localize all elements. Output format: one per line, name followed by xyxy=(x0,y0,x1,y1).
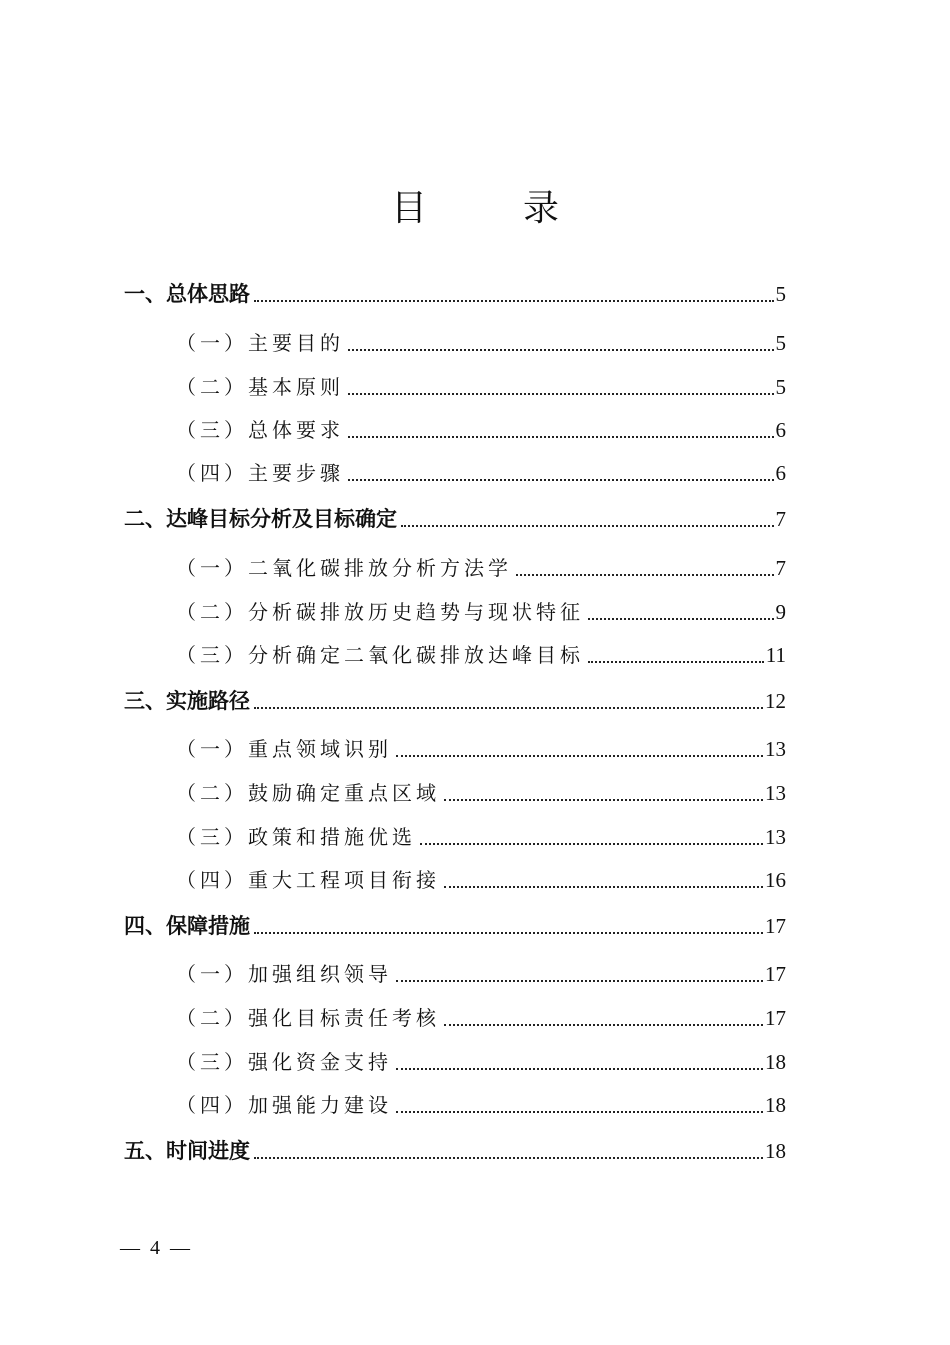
dot-leader xyxy=(588,661,764,663)
toc-entry-label: 四、保障措施 xyxy=(124,914,250,938)
dot-leader xyxy=(588,618,774,620)
toc-entry[interactable] xyxy=(124,546,786,582)
toc-entry-label: 五、时间进度 xyxy=(124,1139,250,1163)
toc-entry-label: （二）基本原则 xyxy=(176,375,344,399)
toc-entry[interactable] xyxy=(124,451,786,487)
toc-entry-page: 7 xyxy=(775,507,786,531)
dot-leader xyxy=(516,574,774,576)
toc-entry-page: 9 xyxy=(775,600,786,624)
toc-entry-page: 17 xyxy=(765,1006,786,1030)
toc-entry[interactable] xyxy=(124,679,786,715)
toc-entry[interactable] xyxy=(124,497,786,533)
dot-leader xyxy=(401,525,774,527)
toc-entry[interactable] xyxy=(124,272,786,308)
toc-entry-page: 6 xyxy=(775,461,786,485)
toc-entry-label: （四）重大工程项目衔接 xyxy=(176,868,440,892)
toc-entry[interactable] xyxy=(124,1083,786,1119)
toc-entry-label: （四）主要步骤 xyxy=(176,461,344,485)
toc-entry[interactable] xyxy=(124,321,786,357)
toc-entry-page: 17 xyxy=(765,962,786,986)
dot-leader xyxy=(396,755,763,757)
toc-entry[interactable] xyxy=(124,1040,786,1076)
toc-entry-page: 12 xyxy=(765,689,786,713)
toc-entry-label: （二）强化目标责任考核 xyxy=(176,1006,440,1030)
toc-entry-page: 13 xyxy=(765,737,786,761)
toc-entry-label: （一）重点领域识别 xyxy=(176,737,392,761)
toc-entry[interactable] xyxy=(124,996,786,1032)
toc-entry-label: （一）二氧化碳排放分析方法学 xyxy=(176,556,512,580)
toc-entry-label: （三）总体要求 xyxy=(176,418,344,442)
dot-leader xyxy=(254,1157,763,1159)
toc-entry-label: （一）加强组织领导 xyxy=(176,962,392,986)
dot-leader xyxy=(348,479,774,481)
dot-leader xyxy=(348,436,774,438)
toc-entry-label: 一、总体思路 xyxy=(124,282,250,306)
toc-entry-page: 13 xyxy=(765,825,786,849)
toc-entry[interactable] xyxy=(124,952,786,988)
toc-entry-label: （二）分析碳排放历史趋势与现状特征 xyxy=(176,600,584,624)
toc-entry[interactable] xyxy=(124,904,786,940)
toc-entry-page: 5 xyxy=(775,282,786,306)
toc-entry[interactable] xyxy=(124,408,786,444)
toc-entry-label: （三）分析确定二氧化碳排放达峰目标 xyxy=(176,643,584,667)
toc-entry-page: 5 xyxy=(775,331,786,355)
toc-entry-page: 7 xyxy=(775,556,786,580)
toc-entry[interactable] xyxy=(124,771,786,807)
toc-entry-page: 18 xyxy=(765,1139,786,1163)
dot-leader xyxy=(348,393,774,395)
toc-entry-page: 11 xyxy=(765,643,786,667)
toc-entry-label: （四）加强能力建设 xyxy=(176,1093,392,1117)
toc-entry-page: 6 xyxy=(775,418,786,442)
dot-leader xyxy=(444,886,763,888)
toc-entry-label: 二、达峰目标分析及目标确定 xyxy=(124,507,397,531)
toc-entry[interactable] xyxy=(124,365,786,401)
toc-entry[interactable] xyxy=(124,858,786,894)
toc-entry-page: 13 xyxy=(765,781,786,805)
toc-entry[interactable] xyxy=(124,815,786,851)
toc-entry-page: 18 xyxy=(765,1093,786,1117)
toc-entry-page: 16 xyxy=(765,868,786,892)
toc-entry-label: （三）政策和措施优选 xyxy=(176,825,416,849)
dot-leader xyxy=(396,980,763,982)
toc-entry[interactable] xyxy=(124,633,786,669)
dot-leader xyxy=(396,1111,763,1113)
toc-entry[interactable] xyxy=(124,590,786,626)
dot-leader xyxy=(420,843,763,845)
page-number: — 4 — xyxy=(120,1237,190,1259)
toc-entry-page: 5 xyxy=(775,375,786,399)
toc-entry[interactable] xyxy=(124,1129,786,1165)
page-title: 目 录 xyxy=(390,188,589,229)
dot-leader xyxy=(396,1068,763,1070)
toc-entry-page: 18 xyxy=(765,1050,786,1074)
dot-leader xyxy=(254,707,763,709)
dot-leader xyxy=(348,349,774,351)
dot-leader xyxy=(254,932,763,934)
toc-entry-page: 17 xyxy=(765,914,786,938)
toc-entry[interactable] xyxy=(124,727,786,763)
dot-leader xyxy=(444,799,763,801)
dot-leader xyxy=(254,300,774,302)
toc-entry-label: （三）强化资金支持 xyxy=(176,1050,392,1074)
dot-leader xyxy=(444,1024,763,1026)
toc-entry-label: （一）主要目的 xyxy=(176,331,344,355)
toc-entry-label: 三、实施路径 xyxy=(124,689,250,713)
toc-entry-label: （二）鼓励确定重点区域 xyxy=(176,781,440,805)
